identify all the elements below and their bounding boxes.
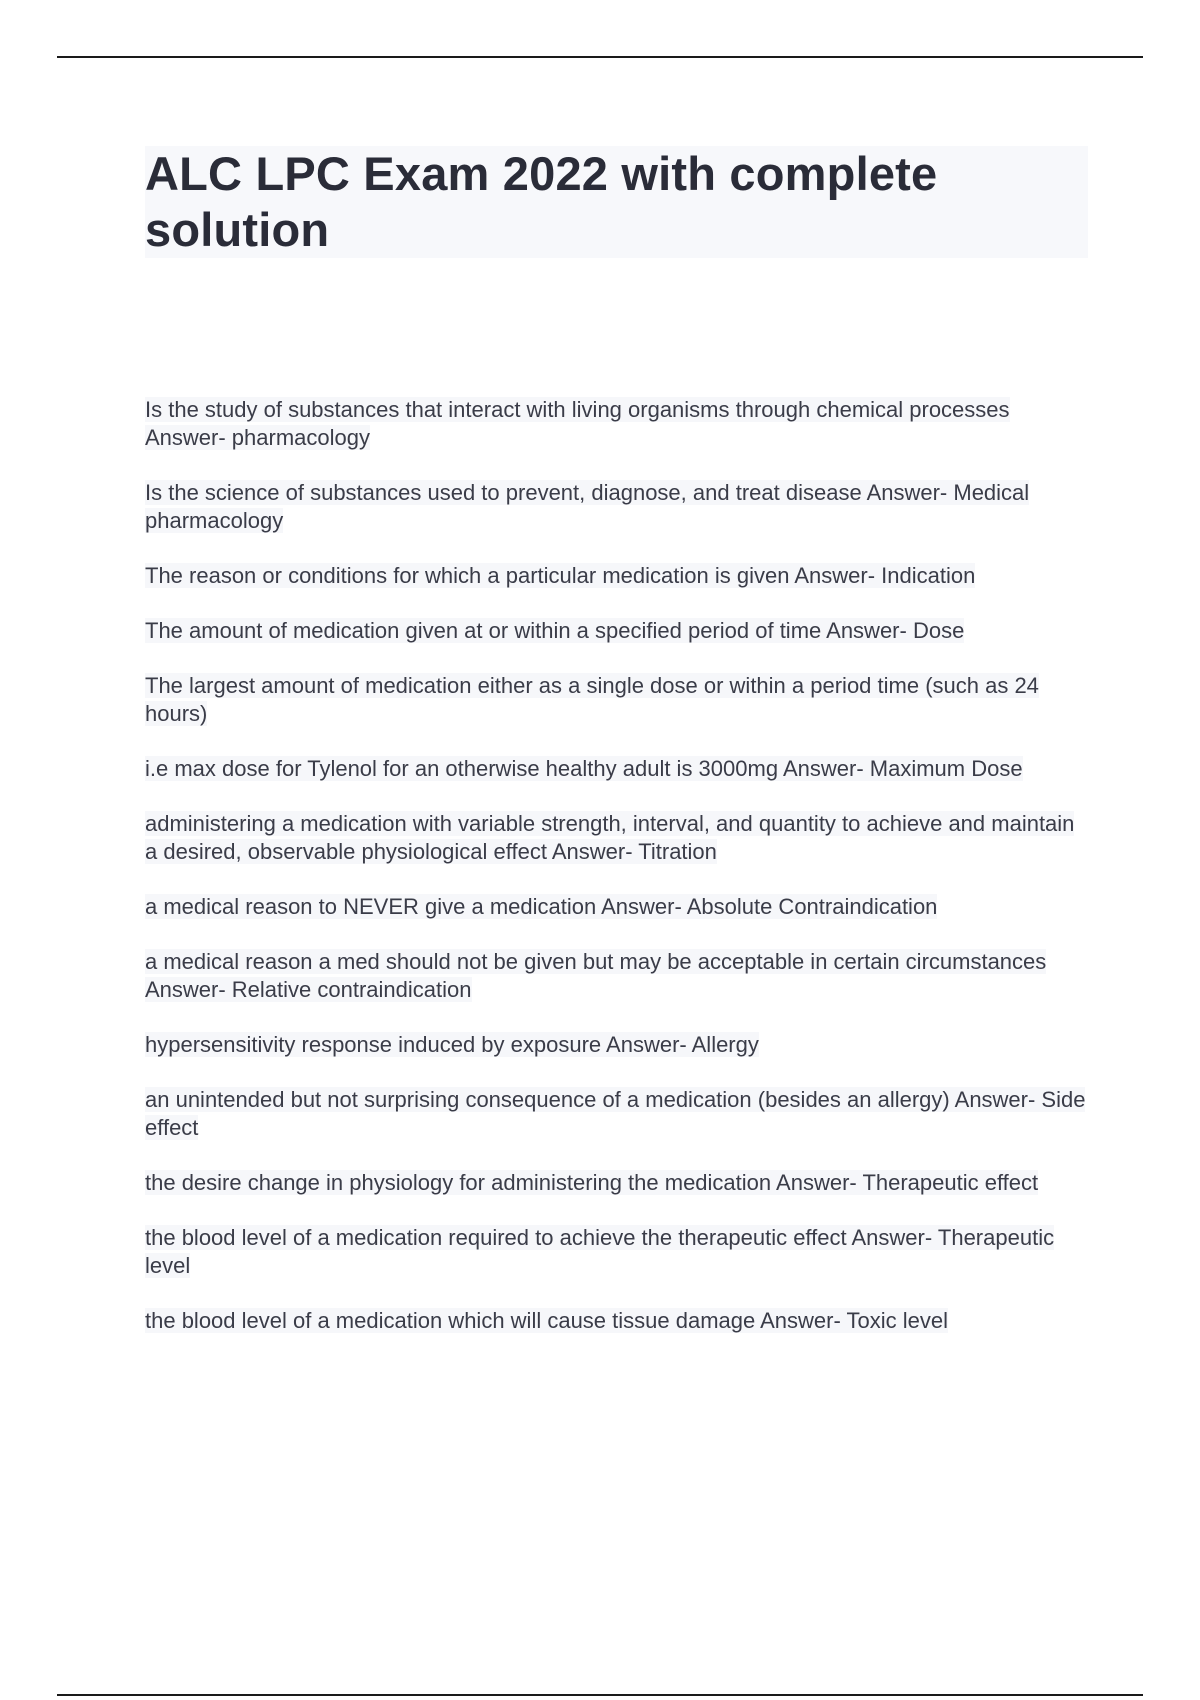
qa-item-text: a medical reason a med should not be given but may be acceptable in certain circumstances Answer- Relative contraindication [145,949,1047,1002]
qa-list [145,396,1090,1362]
title-block [145,146,1088,258]
qa-item [145,617,1090,645]
qa-item [145,562,1090,590]
qa-item-text: the blood level of a medication required to achieve the therapeutic effect Answer- Therapeutic level [145,1225,1055,1278]
qa-item-text: administering a medication with variable strength, interval, and quantity to achieve and maintain a desired, observable physiological effect Answer- Titration [145,811,1075,864]
qa-item-text: The largest amount of medication either as a single dose or within a period time (such as 24 hours) [145,673,1039,726]
qa-item-text: the desire change in physiology for administering the medication Answer- Therapeutic effect [145,1170,1039,1195]
qa-item [145,1307,1090,1335]
qa-item-text: an unintended but not surprising consequence of a medication (besides an allergy) Answer- Side effect [145,1087,1086,1140]
qa-item [145,396,1090,452]
qa-item [145,1224,1090,1280]
top-divider [57,56,1143,58]
qa-item [145,672,1090,728]
qa-item-text: a medical reason to NEVER give a medication Answer- Absolute Contraindication [145,894,938,919]
qa-item [145,1169,1090,1197]
qa-item [145,479,1090,535]
qa-item-text: i.e max dose for Tylenol for an otherwise healthy adult is 3000mg Answer- Maximum Dose [145,756,1023,781]
qa-item [145,810,1090,866]
page-title: ALC LPC Exam 2022 with complete solution [145,147,938,256]
qa-item-text: The amount of medication given at or within a specified period of time Answer- Dose [145,618,965,643]
qa-item [145,1086,1090,1142]
qa-item-text: hypersensitivity response induced by exposure Answer- Allergy [145,1032,759,1057]
qa-item-text: Is the science of substances used to prevent, diagnose, and treat disease Answer- Medical pharmacology [145,480,1030,533]
bottom-divider [57,1694,1143,1696]
qa-item-text: the blood level of a medication which will cause tissue damage Answer- Toxic level [145,1308,949,1333]
qa-item [145,755,1090,783]
qa-item-text: Is the study of substances that interact with living organisms through chemical processes Answer- pharmacology [145,397,1010,450]
qa-item [145,893,1090,921]
qa-item-text: The reason or conditions for which a particular medication is given Answer- Indication [145,563,976,588]
qa-item [145,1031,1090,1059]
qa-item [145,948,1090,1004]
